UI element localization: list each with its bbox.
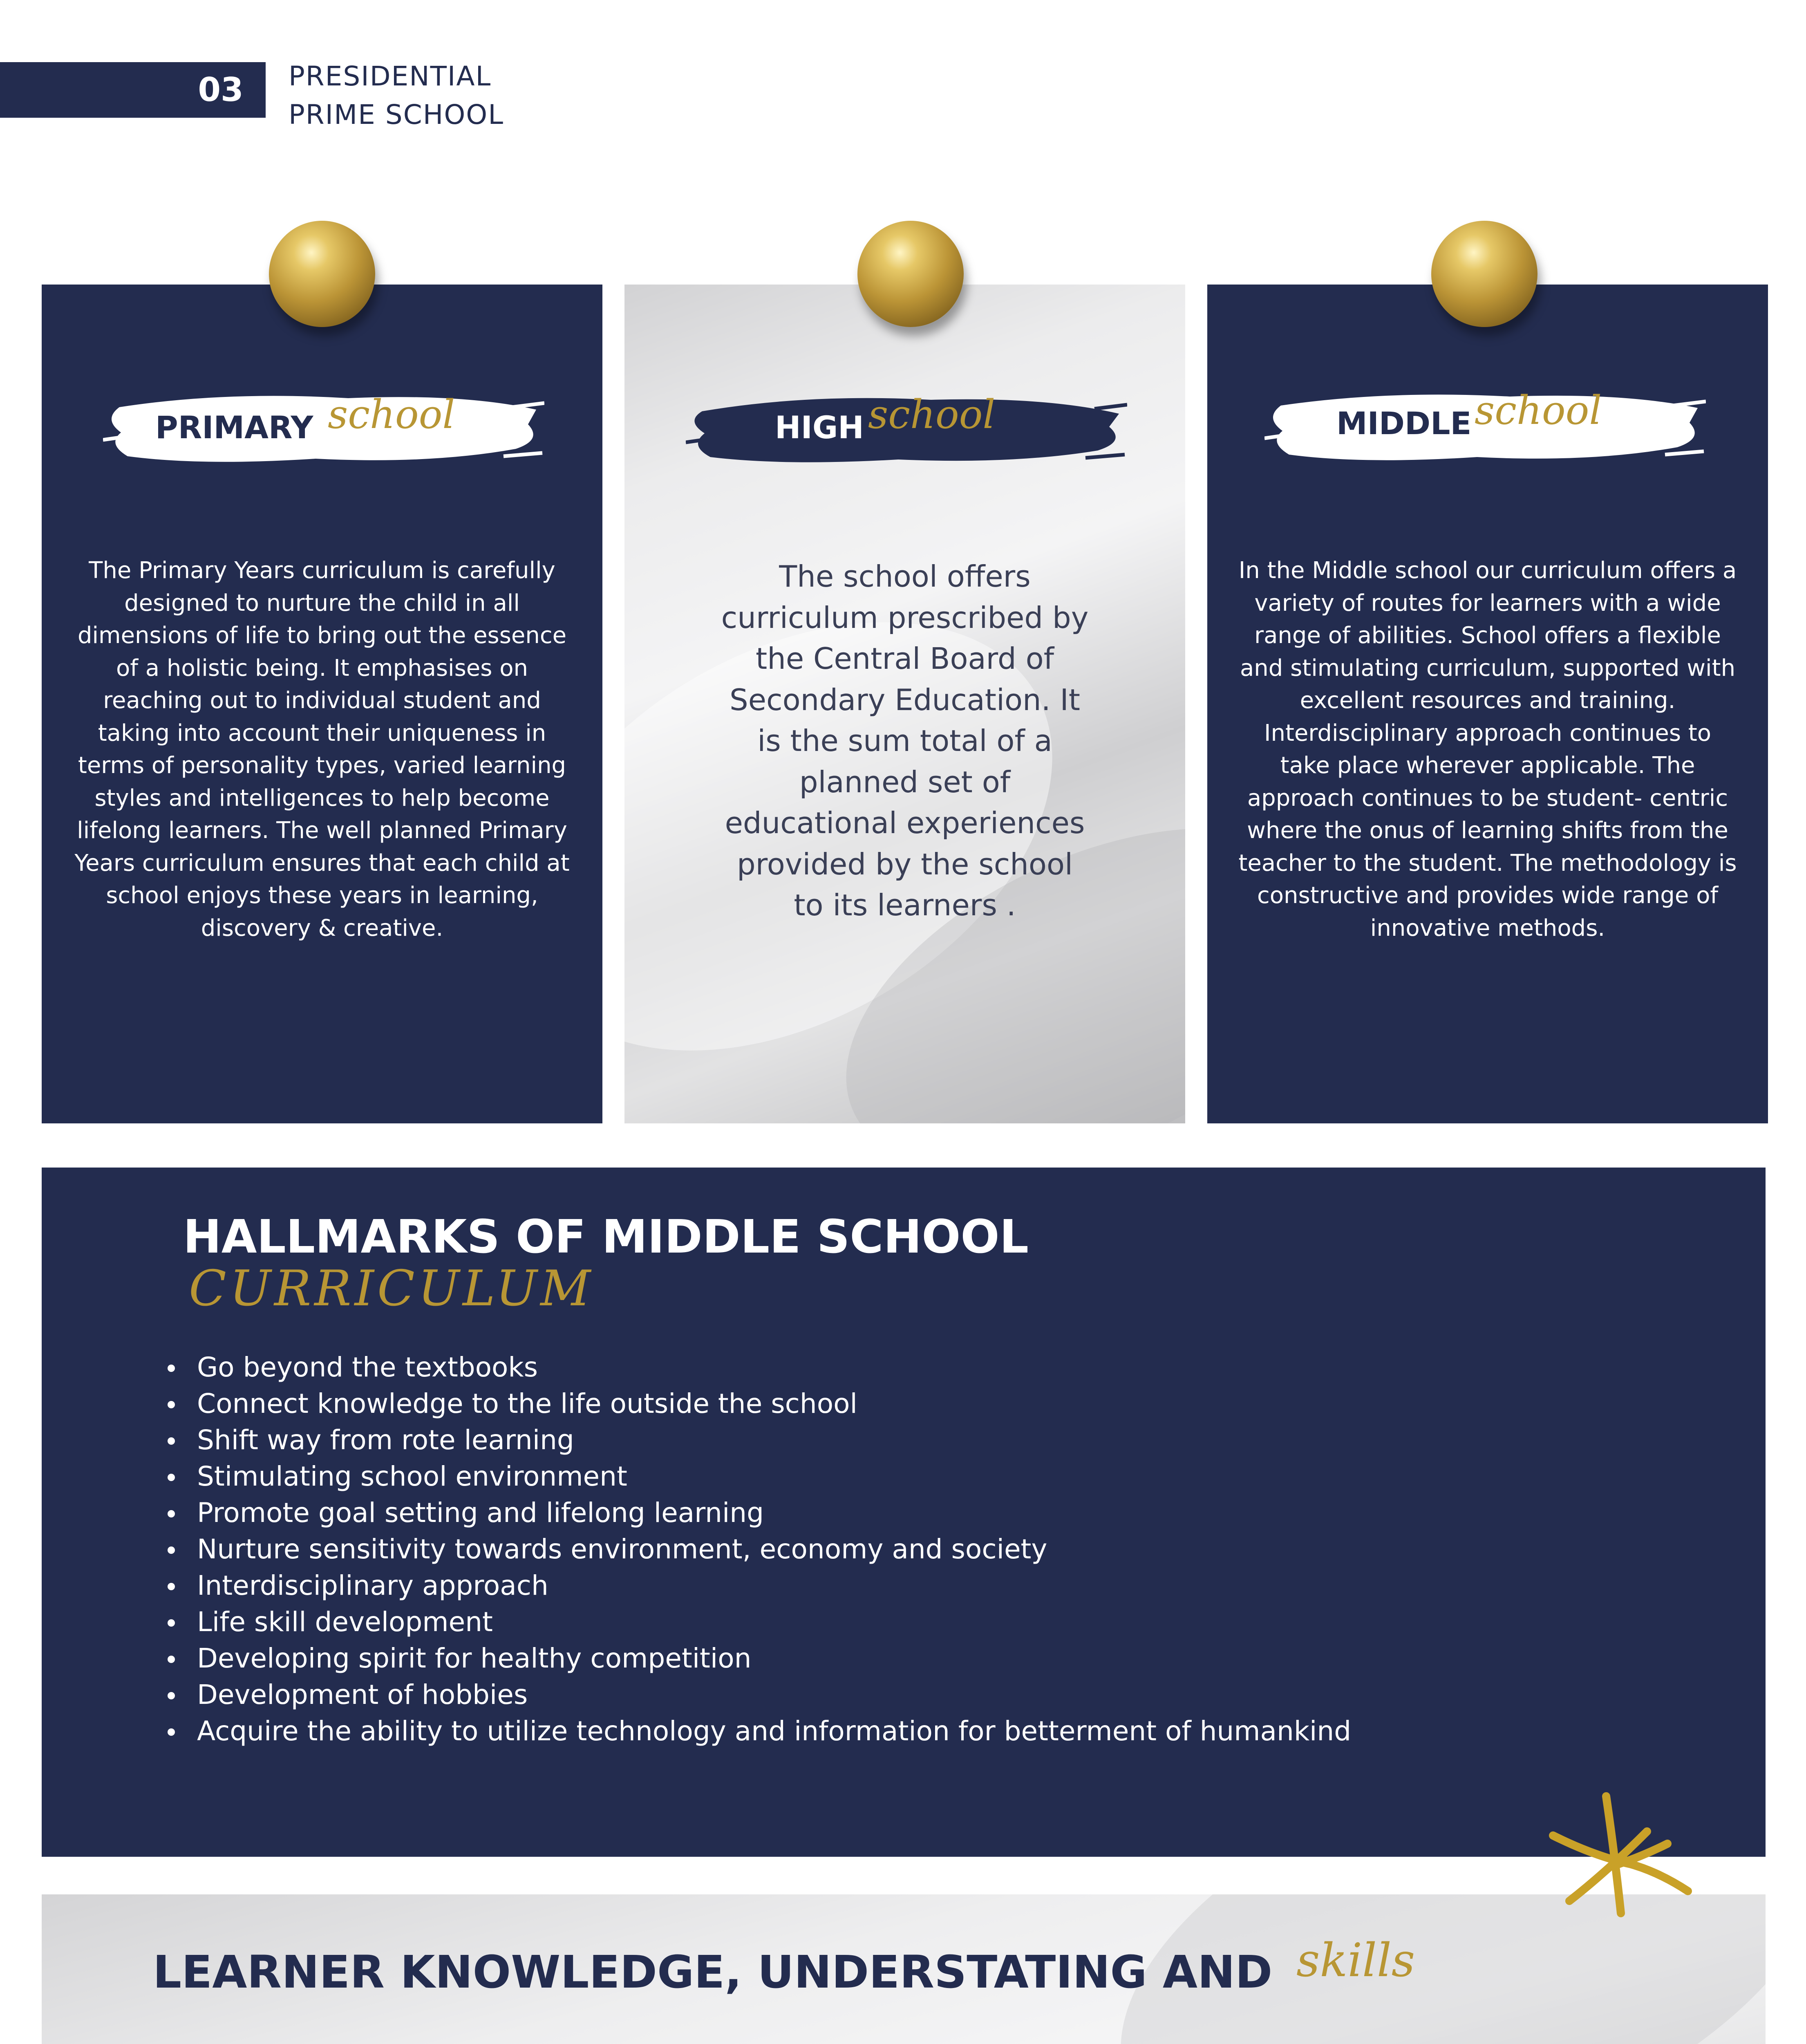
middle-card-description: In the Middle school our curriculum offers a variety of routes for learners with a wide range of abilities. School offers a flexible and stimulating curriculum, supported with excellent resources and training. Interdisciplinary approach continues to take place wherever applicable. The approach continues to be student- centric where the onus of learning shifts from the teacher to the student. The methodology is constructive and provides wide range of innovative methods. bbox=[1238, 557, 1737, 941]
hallmarks-script: CURRICULUM bbox=[189, 1260, 594, 1317]
list-item: Shift way from rote learning bbox=[197, 1422, 1351, 1458]
star-doodle-icon bbox=[1545, 1791, 1708, 1938]
list-item: Stimulating school environment bbox=[197, 1458, 1351, 1495]
high-card-script: school bbox=[868, 392, 996, 437]
list-item: Life skill development bbox=[197, 1604, 1351, 1640]
middle-card-script: school bbox=[1475, 388, 1602, 433]
primary-card-title: PRIMARY bbox=[155, 409, 313, 446]
list-item: Promote goal setting and lifelong learning bbox=[197, 1495, 1351, 1531]
list-item: Development of hobbies bbox=[197, 1676, 1351, 1713]
high-school-card bbox=[624, 285, 1185, 1123]
list-item: Connect knowledge to the life outside the school bbox=[197, 1385, 1351, 1422]
list-item: Acquire the ability to utilize technology and information for betterment of humankind bbox=[197, 1713, 1351, 1749]
brand-line-2: PRIME SCHOOL bbox=[289, 99, 504, 130]
background-wave bbox=[42, 2012, 906, 2044]
learner-section bbox=[42, 1894, 1766, 2044]
gold-pushpin-icon bbox=[1431, 221, 1537, 327]
primary-card-script: school bbox=[328, 392, 455, 437]
middle-school-card bbox=[1207, 285, 1768, 1123]
high-card-description: The school offers curriculum prescribed by the Central Board of Secondary Education. It is the sum total of a planned set of educational experiences provided by the school to its learners . bbox=[721, 559, 1089, 922]
hallmarks-section bbox=[42, 1168, 1766, 1857]
hallmarks-list bbox=[197, 1349, 1351, 1749]
hallmarks-title: HALLMARKS OF MIDDLE SCHOOL bbox=[183, 1210, 1029, 1264]
gold-pushpin-icon bbox=[269, 221, 375, 327]
list-item: Go beyond the textbooks bbox=[197, 1349, 1351, 1385]
learner-title: LEARNER KNOWLEDGE, UNDERSTATING AND bbox=[153, 1946, 1273, 1998]
middle-card-title: MIDDLE bbox=[1336, 405, 1472, 442]
high-card-title: HIGH bbox=[775, 409, 864, 446]
page-number: 03 bbox=[198, 71, 244, 109]
brand-name bbox=[289, 57, 656, 134]
primary-card-description: The Primary Years curriculum is carefully designed to nurture the child in all dimensions of life to bring out the essence of a holistic being. It emphasises on reaching out to individual student and taking into account their uniqueness in terms of personality types, varied learning styles and intelligences to help become lifelong learners. The well planned Primary Years curriculum ensures that each child at school enjoys these years in learning, discovery & creative. bbox=[74, 557, 570, 941]
brand-line-1: PRESIDENTIAL bbox=[289, 61, 492, 92]
primary-school-card bbox=[42, 285, 602, 1123]
gold-pushpin-icon bbox=[857, 221, 964, 327]
list-item: Interdisciplinary approach bbox=[197, 1567, 1351, 1604]
learner-script: skills bbox=[1296, 1934, 1415, 1987]
list-item: Nurture sensitivity towards environment, economy and society bbox=[197, 1531, 1351, 1567]
list-item: Developing spirit for healthy competition bbox=[197, 1640, 1351, 1676]
